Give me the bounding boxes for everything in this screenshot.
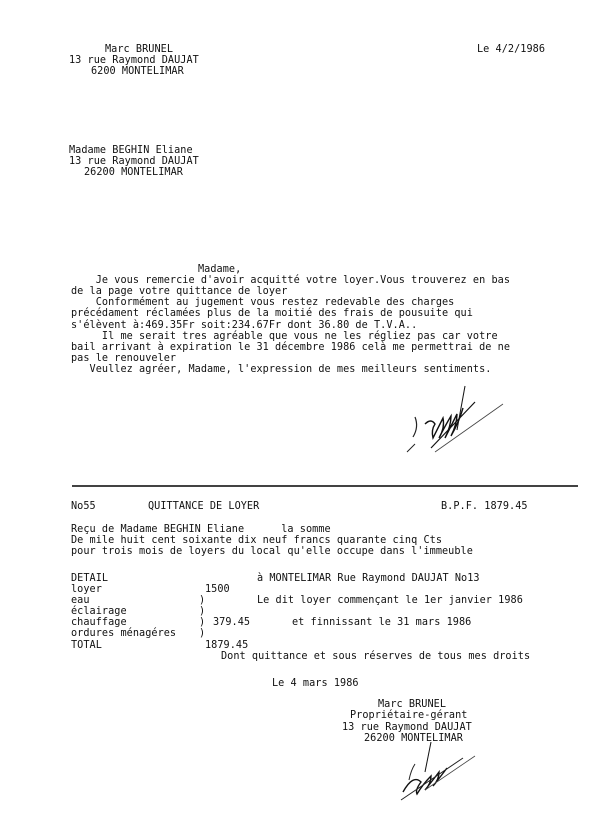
body-line: de la page votre quittance de loyer bbox=[71, 286, 288, 297]
period-end: et finnissant le 31 mars 1986 bbox=[292, 617, 472, 628]
recipient-street: 13 rue Raymond DAUJAT bbox=[69, 156, 199, 167]
signature-icon bbox=[405, 382, 515, 462]
receipt-title: QUITTANCE DE LOYER bbox=[148, 501, 260, 512]
item-label-ordures: ordures ménagéres bbox=[71, 628, 177, 639]
signatory-name: Marc BRUNEL bbox=[378, 699, 447, 710]
item-label-loyer: loyer bbox=[71, 584, 102, 595]
receipt-bpf: B.P.F. 1879.45 bbox=[441, 501, 528, 512]
period-start: Le dit loyer commençant le 1er janvier 1986 bbox=[257, 595, 523, 606]
body-line: Je vous remercie d'avoir acquitté votre loyer.Vous trouverez en bas bbox=[71, 275, 511, 286]
body-line: bail arrivant à expiration le 31 décembre 1986 celà me permettrai de ne bbox=[71, 342, 511, 353]
body-line: Conformément au jugement vous restez redevable des charges bbox=[71, 297, 455, 308]
receipt-date: Le 4 mars 1986 bbox=[272, 678, 359, 689]
item-amount-chauffage: 379.45 bbox=[213, 617, 251, 628]
item-brace: ) bbox=[199, 606, 206, 617]
recipient-city: 26200 MONTELIMAR bbox=[84, 167, 183, 178]
item-label-eau: eau bbox=[71, 595, 90, 606]
receipt-closing: Dont quittance et sous réserves de tous mes droits bbox=[221, 651, 531, 662]
section-divider bbox=[72, 485, 578, 487]
body-line: s'élèvent à:469.35Fr soit:234.67Fr dont 36.80 de T.V.A.. bbox=[71, 320, 418, 331]
property-location: à MONTELIMAR Rue Raymond DAUJAT No13 bbox=[257, 573, 480, 584]
item-brace: ) bbox=[199, 595, 206, 606]
body-line: pas le renouveler bbox=[71, 353, 177, 364]
detail-label: DETAIL bbox=[71, 573, 109, 584]
sender-city: 6200 MONTELIMAR bbox=[91, 66, 184, 77]
item-amount-loyer: 1500 bbox=[205, 584, 230, 595]
letter-date: Le 4/2/1986 bbox=[477, 44, 546, 55]
body-line: Veullez agréer, Madame, l'expression de mes meilleurs sentiments. bbox=[71, 364, 492, 375]
salutation: Madame, bbox=[198, 264, 242, 275]
receipt-number: No55 bbox=[71, 501, 96, 512]
body-line: précédament réclamées plus de la moitié des frais de pousuite qui bbox=[71, 308, 473, 319]
item-label-eclairage: éclairage bbox=[71, 606, 127, 617]
recipient-name: Madame BEGHIN Eliane bbox=[69, 145, 193, 156]
signature-icon bbox=[395, 742, 485, 804]
item-brace: ) bbox=[199, 628, 206, 639]
body-line: Il me serait tres agréable que vous ne les régliez pas car votre bbox=[71, 331, 498, 342]
item-brace: ) bbox=[199, 617, 206, 628]
item-label-chauffage: chauffage bbox=[71, 617, 127, 628]
purpose: pour trois mois de loyers du local qu'elle occupe dans l'immeuble bbox=[71, 546, 473, 557]
item-label-total: TOTAL bbox=[71, 640, 102, 651]
item-amount-total: 1879.45 bbox=[205, 640, 249, 651]
sender-street: 13 rue Raymond DAUJAT bbox=[69, 55, 199, 66]
signatory-city: 26200 MONTELIMAR bbox=[364, 733, 463, 744]
signatory-role: Propriétaire-gérant bbox=[350, 710, 468, 721]
amount-words: De mile huit cent soixante dix neuf francs quarante cinq Cts bbox=[71, 535, 443, 546]
sender-name: Marc BRUNEL bbox=[105, 44, 174, 55]
received-from: Reçu de Madame BEGHIN Eliane la somme bbox=[71, 524, 331, 535]
signatory-street: 13 rue Raymond DAUJAT bbox=[342, 722, 472, 733]
